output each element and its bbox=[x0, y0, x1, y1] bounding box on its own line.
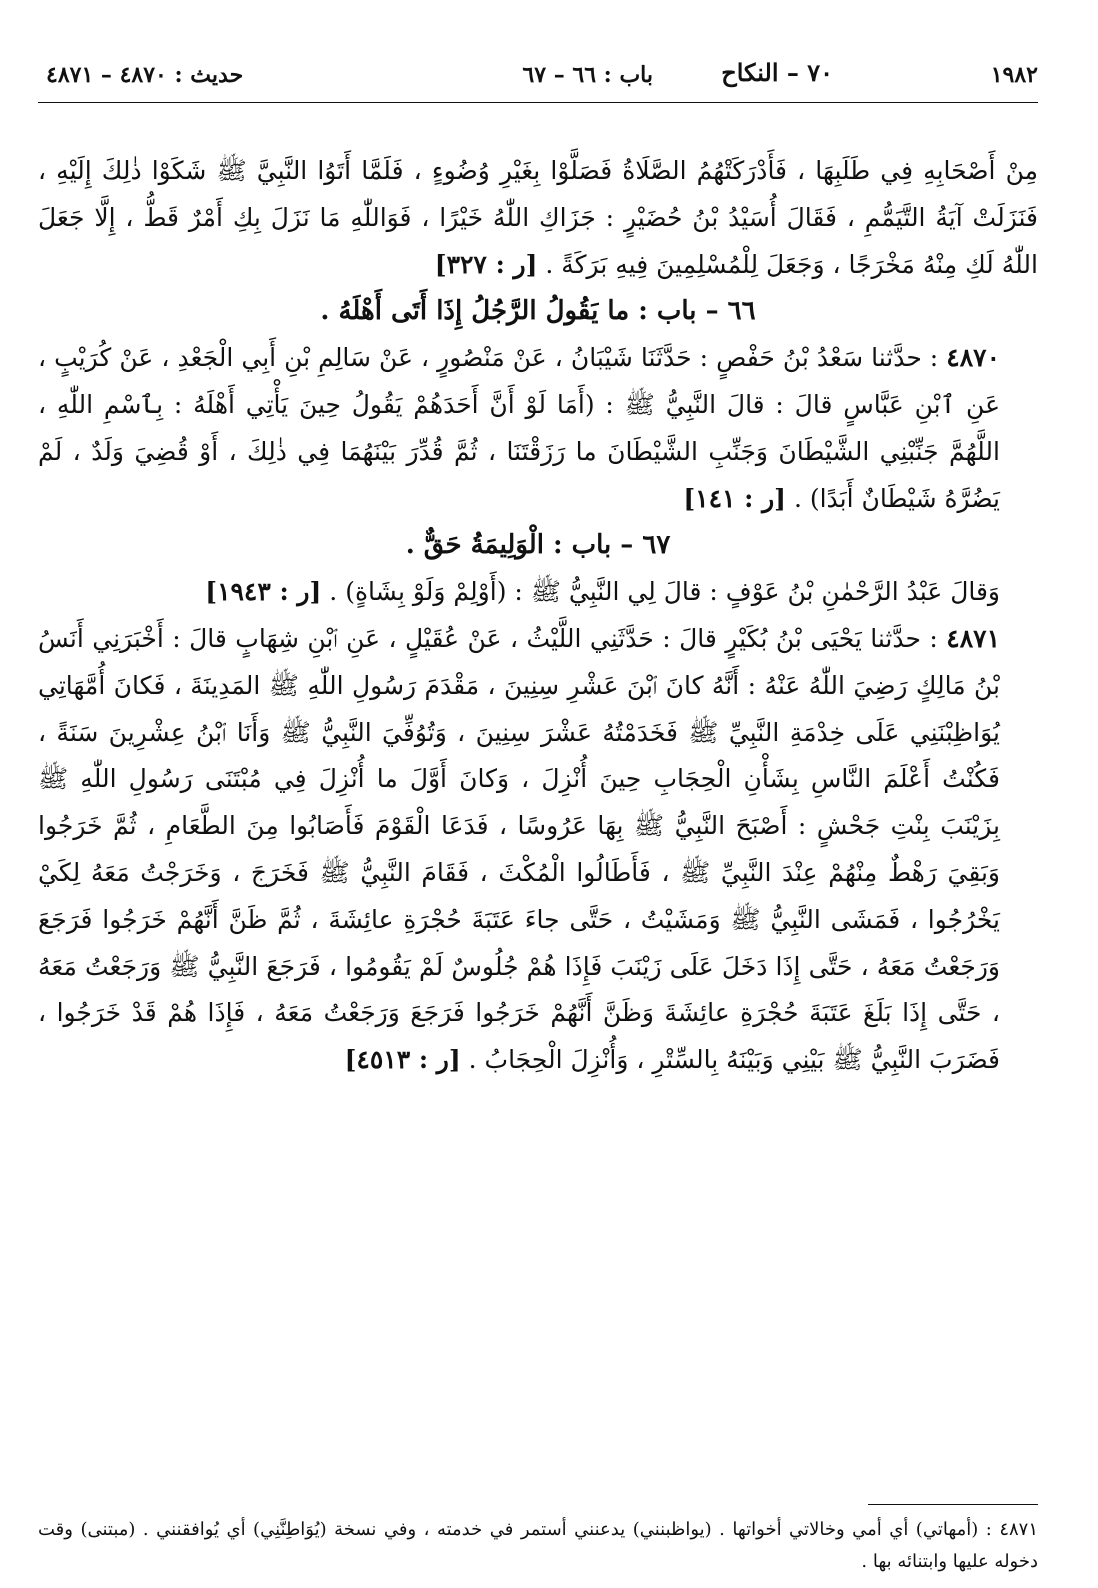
cross-reference: [ر : ١٩٤٣] bbox=[205, 577, 322, 607]
taliq-text: وَقالَ عَبْدُ الرَّحْمٰنِ بْنُ عَوْفٍ : قالَ لِي النَّبِيُّ ﷺ : (أَوْلِمْ وَلَوْ بِشَاةٍ) . bbox=[329, 577, 1000, 607]
cross-reference: [ر : ٤٥١٣] bbox=[344, 1045, 461, 1075]
footnote-4871: ٤٨٧١ : (أمهاتي) أي أمي وخالاتي أخواتها . (يواظبنني) يدعنني أستمر في خدمته ، وفي نسخة (يُوَاطِنَّنِي) أي يُوافقنني . (مبتنى) وقت دخوله عليها وابتنائه بها . bbox=[38, 1519, 1038, 1572]
running-header bbox=[38, 52, 1038, 98]
hadith-text: : حدَّثنا يَحْيَى بْنُ بُكَيْرٍ قالَ : حَدَّثَنِي اللَّيْثُ ، عَنْ عُقَيْلٍ ، عَنِ ٱبْنِ شِهَابٍ قالَ : أَخْبَرَنِي أَنَسُ بْنُ مَالِكٍ رَضِيَ اللّٰهُ عَنْهُ : أَنَّهُ كانَ ٱبْنَ عَشْرِ سِنِينَ ، مَقْدَمَ رَسُولِ اللّٰهِ ﷺ المَدِينَةَ ، فَكانَ أُمَّهَاتِي يُوَاظِبْنَنِي عَلَى خِدْمَةِ النَّبِيِّ ﷺ فَخَدَمْتُهُ عَشْرَ سِنِينَ ، وَتُوُفِّيَ النَّبِيُّ ﷺ وَأَنَا ٱبْنُ عِشْرِينَ سَنَةً ، فَكُنْتُ أَعْلَمَ النَّاسِ بِشَأْنِ الْحِجَابِ حِينَ أُنْزِلَ ، وَكانَ أَوَّلَ ما أُنْزِلَ فِي مُبْتَنَى رَسُولِ اللّٰهِ ﷺ بِزَيْنَبَ بِنْتِ جَحْشٍ : أَصْبَحَ النَّبِيُّ ﷺ بِهَا عَرُوسًا ، فَدَعَا الْقَوْمَ فَأَصَابُوا مِنَ الطَّعَامِ ، ثُمَّ خَرَجُوا وَبَقِيَ رَهْطٌ مِنْهُمْ عِنْدَ النَّبِيِّ ﷺ ، فَأَطَالُوا الْمُكْثَ ، فَقَامَ النَّبِيُّ ﷺ فَخَرَجَ ، وَخَرَجْتُ مَعَهُ لِكَيْ يَخْرُجُوا ، فَمَشَى النَّبِيُّ ﷺ وَمَشَيْتُ ، حَتَّى جاءَ عَتَبَةَ حُجْرَةِ عائِشَةَ ، ثُمَّ ظَنَّ أَنَّهُمْ خَرَجُوا فَرَجَعَ وَرَجَعْتُ مَعَهُ ، حَتَّى إِذَا دَخَلَ عَلَى زَيْنَبَ فَإِذَا هُمْ جُلُوسٌ لَمْ يَقُومُوا ، فَرَجَعَ النَّبِيُّ ﷺ وَرَجَعْتُ مَعَهُ ، حَتَّى إِذَا بَلَغَ عَتَبَةَ حُجْرَةِ عائِشَةَ وَظَنَّ أَنَّهُمْ خَرَجُوا فَرَجَعَ وَرَجَعْتُ مَعَهُ ، فَإِذَا هُمْ قَدْ خَرَجُوا ، فَضَرَبَ النَّبِيُّ ﷺ بَيْنِي وَبَيْنَهُ بِالسِّتْرِ ، وَأُنْزِلَ الْحِجَابُ . bbox=[38, 623, 1000, 1075]
footnotes bbox=[38, 1514, 1038, 1578]
book-title: ٧٠ – النكاح bbox=[721, 58, 833, 87]
header-divider bbox=[38, 102, 1038, 103]
hadith-number: ٤٨٧١ bbox=[946, 623, 1001, 653]
hadith-number: ٤٨٧٠ bbox=[946, 343, 1000, 373]
chapter-heading-66: ٦٦ – باب : ما يَقُولُ الرَّجُلُ إِذَا أَتَى أَهْلَهُ . bbox=[320, 296, 756, 327]
book-page bbox=[38, 52, 1038, 1572]
hadith-range: حديث : ٤٨٧٠ – ٤٨٧١ bbox=[46, 62, 244, 88]
main-text bbox=[38, 148, 1038, 1084]
chapter-range: باب : ٦٦ – ٦٧ bbox=[522, 62, 653, 88]
footnote-divider bbox=[868, 1504, 1038, 1505]
taliq-paragraph bbox=[38, 569, 1038, 616]
page-number: ١٩٨٢ bbox=[990, 62, 1038, 88]
hadith-4870 bbox=[38, 335, 1038, 522]
cross-reference: [ر : ٣٢٧] bbox=[434, 249, 538, 279]
cross-reference: [ر : ١٤١] bbox=[683, 483, 787, 513]
chapter-heading-67: ٦٧ – باب : الْوَلِيمَةُ حَقٌّ . bbox=[405, 530, 671, 561]
hadith-text: : حدَّثنا سَعْدُ بْنُ حَفْصٍ : حَدَّثَنَا شَيْبَانُ ، عَنْ مَنْصُورٍ ، عَنْ سَالِمِ بْنِ أَبِي الْجَعْدِ ، عَنْ كُرَيْبٍ ، عَنِ ٱبْنِ عَبَّاسٍ قالَ : قالَ النَّبِيُّ ﷺ : (أَمَا لَوْ أَنَّ أَحَدَهُمْ يَقُولُ حِينَ يَأْتِي أَهْلَهُ : بِٱسْمِ اللّٰهِ ، اللَّهُمَّ جَنِّبْنِي الشَّيْطَانَ وَجَنِّبِ الشَّيْطَانَ ما رَزَقْتَنَا ، ثُمَّ قُدِّرَ بَيْنَهُمَا فِي ذٰلِكَ ، أَوْ قُضِيَ وَلَدٌ ، لَمْ يَضُرَّهُ شَيْطَانٌ أَبَدًا) . bbox=[38, 343, 1000, 513]
continuation-paragraph bbox=[38, 148, 1038, 288]
hadith-4871 bbox=[38, 616, 1038, 1084]
continuation-text: مِنْ أَصْحَابِهِ فِي طَلَبِهَا ، فَأَدْرَكَتْهُمُ الصَّلَاةُ فَصَلَّوْا بِغَيْرِ وُضُوءٍ ، فَلَمَّا أَتَوُا النَّبِيَّ ﷺ شَكَوْا ذٰلِكَ إِلَيْهِ ، فَنَزَلَتْ آيَةُ التَّيَمُّمِ ، فَقَالَ أُسَيْدُ بْنُ حُضَيْرٍ : جَزَاكِ اللّٰهُ خَيْرًا ، فَوَاللّٰهِ مَا نَزَلَ بِكِ أَمْرٌ قَطُّ ، إِلَّا جَعَلَ اللّٰهُ لَكِ مِنْهُ مَخْرَجًا ، وَجَعَلَ لِلْمُسْلِمِينَ فِيهِ بَرَكَةً . bbox=[38, 156, 1038, 279]
